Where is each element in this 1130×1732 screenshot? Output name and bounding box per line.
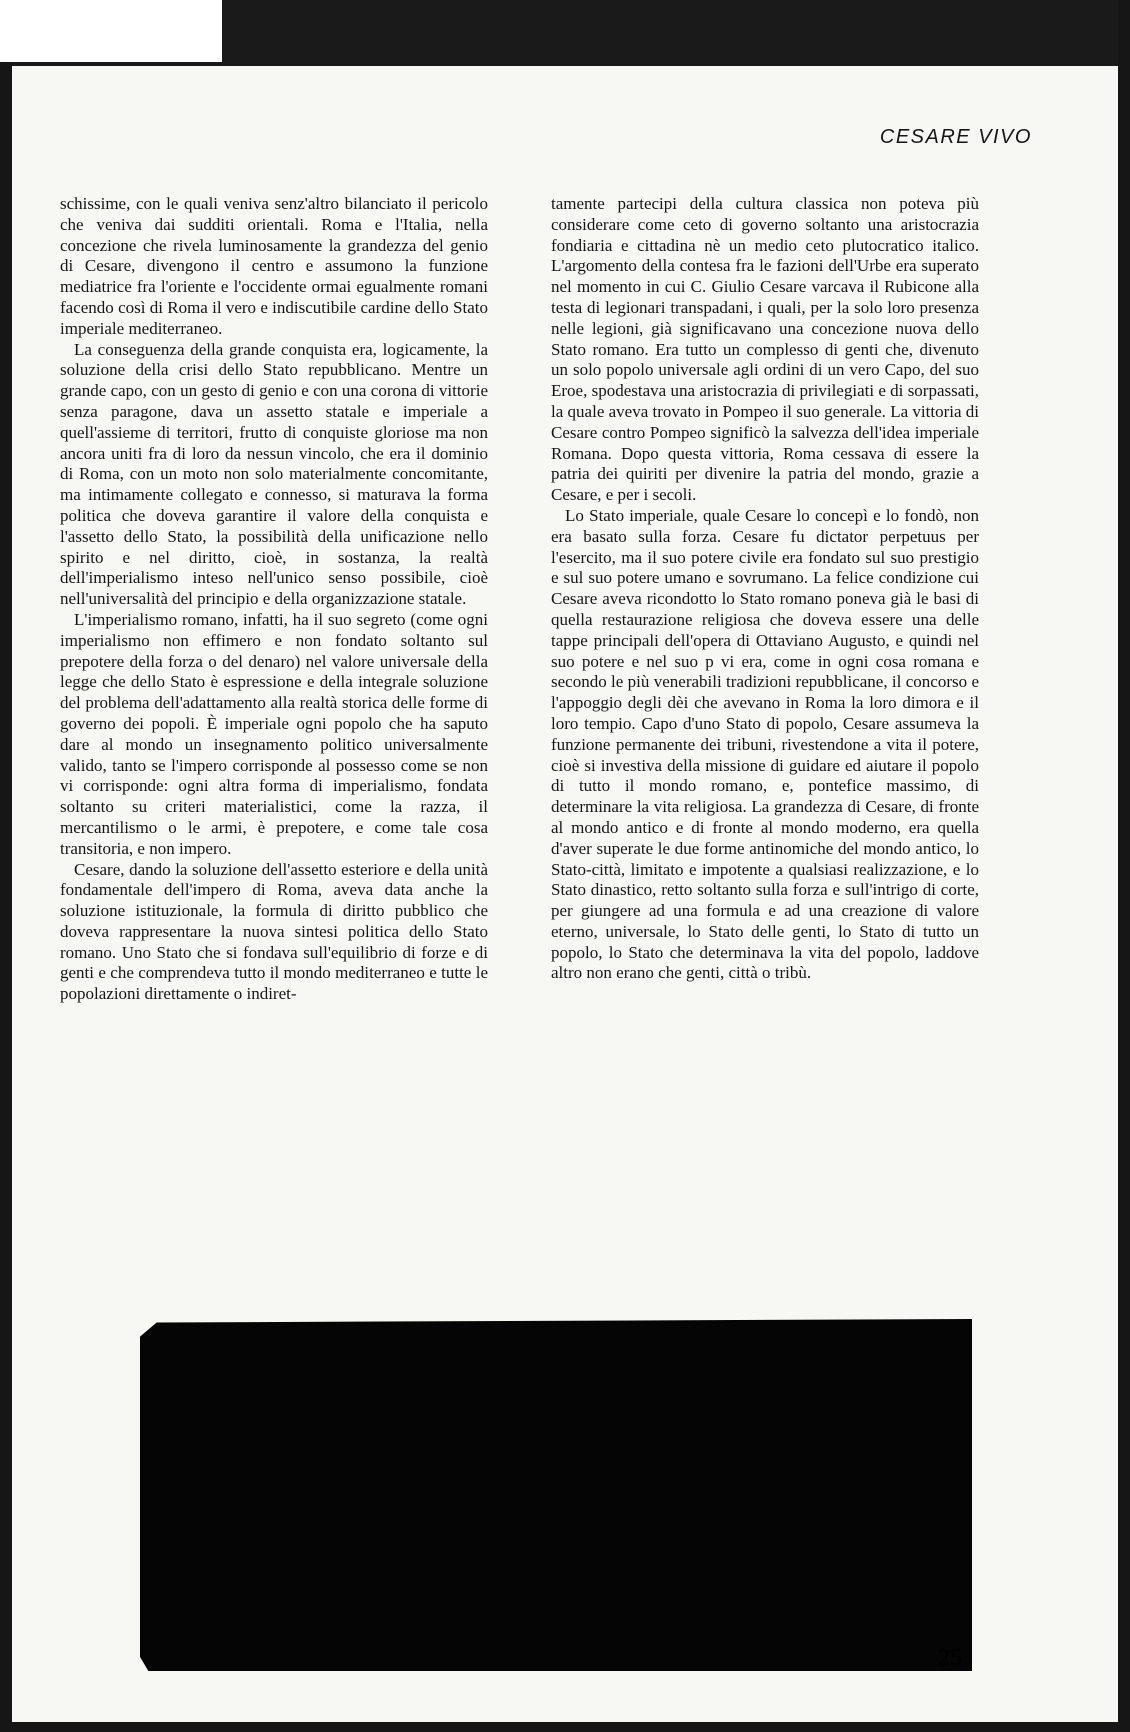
scan-white-margin-top [0, 0, 222, 62]
paragraph: tamente partecipi della cultura classica non poteva più considerare come ceto di governo soltanto una aristocrazia fondiaria e cittadina nè un medio ceto plutocratico italico. L'argomento della contesa fra le fazioni dell'Urbe era superato nel momento in cui C. Giulio Cesare varcava il Rubicone alla testa di legionari transpadani, i quali, per la solo loro presenza nelle legioni, già significavano una concezione nuova dello Stato romano. Era tutto un complesso di genti che, divenuto un solo popolo universale agli ordini di un vero Capo, del suo Eroe, spodestava una aristocrazia di privilegiati e di sorpassati, la quale aveva trovato in Pompeo il suo generale. La vittoria di Cesare contro Pompeo significò la salvezza dell'idea imperiale Romana. Dopo questa vittoria, Roma cessava di essere la patria dei quiriti per divenire la patria del mondo, grazie a Cesare, e per i secoli. [551, 194, 979, 505]
redacted-photo-block [140, 1319, 972, 1671]
scan-border-right [1118, 0, 1130, 1732]
page-number: 25 [938, 1645, 962, 1671]
paragraph: Lo Stato imperiale, quale Cesare lo concepì e lo fondò, non era basato sulla forza. Cesare fu dictator perpetuus per l'esercito, ma il suo potere civile era fondato sul suo prestigio e sul suo potere umano e sovrumano. La felice condizione cui Cesare aveva ricondotto lo Stato romano poneva già le basi di quella restaurazione religiosa che doveva essere una delle tappe principali dell'opera di Ottaviano Augusto, e quindi nel suo potere e nel suo p vi era, come in ogni cosa romana e secondo le più venerabili tradizioni repubblicane, il concorso e l'appoggio degli dèi che avevano in Roma la loro dimora e il loro tempio. Capo d'uno Stato di popolo, Cesare assumeva la funzione permanente dei tribuni, rivestendone a vita il potere, cioè si investiva della missione di guidare ed aiutare il popolo di tutto il mondo romano, e, pontefice massimo, di determinare la vita religiosa. La grandezza di Cesare, di fronte al mondo antico e di fronte al mondo moderno, era quella d'aver superate le due forme antinomiche del mondo antico, lo Stato-città, limitato e impotente a qualsiasi realizzazione, e lo Stato dinastico, retto soltanto sulla forza e sull'intrigo di corte, per giungere ad una formula e ad una creazione di valore eterno, universale, lo Stato delle genti, lo Stato di tutto un popolo, lo Stato che determinava la vita del popolo, laddove altro non erano che genti, città o tribù. [551, 505, 979, 983]
paragraph: Cesare, dando la soluzione dell'assetto esteriore e della unità fondamentale dell'impero di Roma, aveva data anche la soluzione istituzionale, la formula di diritto pubblico che doveva rappresentare la nuova sintesi politica dello Stato romano. Uno Stato che si fondava sull'equilibrio di forze e di genti e che comprendeva tutto il mondo mediterraneo e tutte le popolazioni direttamente o indiret- [60, 859, 488, 1004]
paragraph: schissime, con le quali veniva senz'altro bilanciato il pericolo che veniva dai sudditi orientali. Roma e l'Italia, nella concezione che rivela luminosamente la grandezza del genio di Cesare, divengono il centro e assumono la funzione mediatrice fra l'oriente e l'occidente ormai egualmente romani facendo così di Roma il vero e indiscutibile cardine dello Stato imperiale mediterraneo. [60, 194, 488, 338]
paragraph: L'imperialismo romano, infatti, ha il suo segreto (come ogni imperialismo non effimero e non fondato soltanto sul prepotere della forza o del denaro) nel valore universale della legge che dello Stato è espressione e della integrale soluzione del problema dell'adattamento alla realtà storica delle forme di governo dei popoli. È imperiale ogni popolo che ha saputo dare al mondo un insegnamento politico universalmente valido, tanto se l'impero corrisponde al possesso come se non vi corrisponde: ogni altra forma di imperialismo, fondata soltanto su criteri materialistici, come la razza, il mercantilismo o le armi, è prepotere, e come tale cosa transitoria, e non impero. [60, 609, 488, 858]
paragraph: La conseguenza della grande conquista era, logicamente, la soluzione della crisi dello Stato repubblicano. Mentre un grande capo, con un gesto di genio e con una corona di vittorie senza paragone, dava un assetto statale e imperiale a quell'assieme di territori, frutto di conquiste gloriose ma non ancora uniti fra di loro da nessun vincolo, che era il dominio di Roma, con un moto non solo materialmente concomitante, ma intimamente collegato e connesso, si maturava la forma politica che doveva garantire il valore della conquista e l'assetto dello Stato, la possibilità della unificazione nello spirito e nel diritto, cioè, in sostanza, la realtà dell'imperialismo inteso nell'unico senso possibile, cioè nell'universalità del principio e della organizzazione statale. [60, 339, 488, 609]
scan-border-bottom [0, 1722, 1130, 1732]
text-column-left [60, 194, 488, 1005]
text-column-right [551, 194, 979, 984]
running-head: CESARE VIVO [879, 126, 1032, 148]
scan-border-left [0, 62, 12, 1732]
magazine-page [12, 66, 1118, 1722]
